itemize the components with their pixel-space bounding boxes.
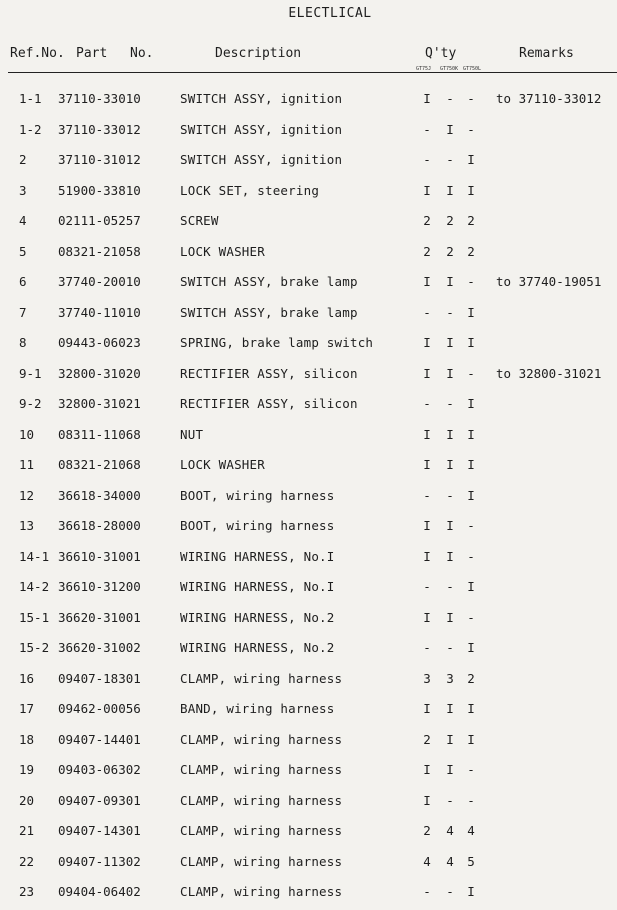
description-cell: CLAMP, wiring harness <box>180 762 343 777</box>
qty-j-cell: I <box>423 182 431 198</box>
qty-k-cell: - <box>446 640 454 655</box>
qty-l-cell: 2 <box>467 670 475 686</box>
description-cell: LOCK WASHER <box>180 243 265 259</box>
table-row <box>0 359 617 390</box>
part-no-cell: 08311-11068 <box>58 426 141 442</box>
qty-j-cell: I <box>423 91 431 106</box>
description-cell: WIRING HARNESS, No.2 <box>180 609 335 625</box>
qty-k-cell: - <box>446 152 454 167</box>
part-no-cell: 08321-21058 <box>58 243 141 259</box>
qty-k-cell: I <box>446 762 454 777</box>
qty-j-cell: - <box>423 640 431 655</box>
ref-no-cell: 23 <box>19 884 35 899</box>
qty-l-cell: - <box>467 518 475 533</box>
qty-k-cell: I <box>446 701 454 716</box>
part-no-cell: 32800-31021 <box>58 396 141 411</box>
qty-k-cell: - <box>446 792 454 808</box>
ref-no-cell: 22 <box>19 853 35 869</box>
qty-j-cell: - <box>423 396 431 411</box>
qty-k-cell: I <box>446 609 454 625</box>
table-row <box>0 237 617 268</box>
description-cell: WIRING HARNESS, No.2 <box>180 640 335 655</box>
remarks-cell: to 32800-31021 <box>496 365 602 381</box>
table-row <box>0 694 617 725</box>
qty-j-cell: 3 <box>423 670 431 686</box>
ref-no-cell: 7 <box>19 304 27 320</box>
ref-no-cell: 15-2 <box>19 640 50 655</box>
description-cell: RECTIFIER ASSY, silicon <box>180 396 358 411</box>
qty-k-cell: 4 <box>446 853 454 869</box>
table-row <box>0 542 617 573</box>
part-no-cell: 09407-14301 <box>58 823 141 838</box>
qty-k-cell: I <box>446 518 454 533</box>
ref-no-cell: 3 <box>19 182 27 198</box>
description-cell: SPRING, brake lamp switch <box>180 335 374 350</box>
table-row <box>0 267 617 298</box>
qty-j-cell: - <box>423 121 431 137</box>
description-cell: CLAMP, wiring harness <box>180 823 343 838</box>
description-cell: LOCK WASHER <box>180 457 265 472</box>
table-row <box>0 84 617 115</box>
ref-no-cell: 1-1 <box>19 91 42 106</box>
description-cell: SWITCH ASSY, ignition <box>180 91 343 106</box>
description-cell: CLAMP, wiring harness <box>180 670 343 686</box>
remarks-cell: to 37740-19051 <box>496 274 602 289</box>
qty-j-cell: I <box>423 609 431 625</box>
qty-subheader-j: GT75J <box>416 66 432 72</box>
part-no-cell: 36620-31001 <box>58 609 141 625</box>
ref-no-cell: 19 <box>19 762 35 777</box>
table-row <box>0 786 617 817</box>
part-no-cell: 36618-34000 <box>58 487 141 503</box>
part-no-cell: 37110-33012 <box>58 121 141 137</box>
qty-k-cell: I <box>446 426 454 442</box>
table-row <box>0 481 617 512</box>
qty-l-cell: I <box>467 701 475 716</box>
ref-no-cell: 9-2 <box>19 396 42 411</box>
qty-j-cell: I <box>423 274 431 289</box>
qty-j-cell: I <box>423 548 431 564</box>
qty-k-cell: - <box>446 396 454 411</box>
part-no-cell: 09407-11302 <box>58 853 141 869</box>
part-no-cell: 32800-31020 <box>58 365 141 381</box>
ref-no-cell: 10 <box>19 426 35 442</box>
ref-no-cell: 14-2 <box>19 579 50 594</box>
ref-no-cell: 6 <box>19 274 27 289</box>
description-cell: NUT <box>180 426 204 442</box>
table-row <box>0 725 617 756</box>
description-cell: CLAMP, wiring harness <box>180 792 343 808</box>
table-row <box>0 572 617 603</box>
qty-k-cell: I <box>446 335 454 350</box>
qty-l-cell: - <box>467 762 475 777</box>
table-row <box>0 847 617 878</box>
qty-j-cell: I <box>423 457 431 472</box>
qty-j-cell: 2 <box>423 731 431 747</box>
part-no-cell: 37110-31012 <box>58 152 141 167</box>
description-cell: CLAMP, wiring harness <box>180 853 343 869</box>
table-row <box>0 176 617 207</box>
qty-l-cell: - <box>467 91 475 106</box>
ref-no-cell: 21 <box>19 823 35 838</box>
part-no-cell: 09403-06302 <box>58 762 141 777</box>
description-cell: CLAMP, wiring harness <box>180 731 343 747</box>
part-no-cell: 09407-18301 <box>58 670 141 686</box>
description-cell: SWITCH ASSY, ignition <box>180 152 343 167</box>
qty-k-cell: I <box>446 274 454 289</box>
part-no-cell: 09407-09301 <box>58 792 141 808</box>
qty-subheader-k: GT750K <box>440 66 459 72</box>
qty-j-cell: 4 <box>423 853 431 869</box>
qty-l-cell: - <box>467 792 475 808</box>
qty-subheader-l: GT750L <box>463 66 482 72</box>
ref-no-cell: 18 <box>19 731 35 747</box>
qty-k-cell: - <box>446 487 454 503</box>
qty-k-cell: 4 <box>446 823 454 838</box>
qty-l-cell: 5 <box>467 853 475 869</box>
description-cell: SWITCH ASSY, brake lamp <box>180 274 358 289</box>
qty-l-cell: I <box>467 487 475 503</box>
ref-no-cell: 17 <box>19 701 35 716</box>
table-row <box>0 633 617 664</box>
qty-k-cell: I <box>446 182 454 198</box>
qty-k-cell: I <box>446 731 454 747</box>
ref-no-cell: 20 <box>19 792 35 808</box>
part-no-cell: 08321-21068 <box>58 457 141 472</box>
qty-j-cell: - <box>423 579 431 594</box>
qty-l-cell: - <box>467 274 475 289</box>
part-no-cell: 36618-28000 <box>58 518 141 533</box>
qty-k-cell: I <box>446 121 454 137</box>
part-no-cell: 36610-31200 <box>58 579 141 594</box>
table-row <box>0 755 617 786</box>
qty-l-cell: I <box>467 335 475 350</box>
part-no-cell: 36610-31001 <box>58 548 141 564</box>
ref-no-cell: 1-2 <box>19 121 42 137</box>
part-no-cell: 37740-20010 <box>58 274 141 289</box>
part-no-cell: 09462-00056 <box>58 701 141 716</box>
qty-j-cell: 2 <box>423 213 431 228</box>
part-no-cell: 37740-11010 <box>58 304 141 320</box>
qty-l-cell: I <box>467 457 475 472</box>
qty-l-cell: 2 <box>467 213 475 228</box>
table-row <box>0 145 617 176</box>
ref-no-cell: 16 <box>19 670 35 686</box>
qty-j-cell: - <box>423 304 431 320</box>
table-row <box>0 389 617 420</box>
part-no-cell: 51900-33810 <box>58 182 141 198</box>
table-row <box>0 206 617 237</box>
qty-l-cell: - <box>467 609 475 625</box>
qty-k-cell: - <box>446 884 454 899</box>
table-row <box>0 603 617 634</box>
qty-j-cell: - <box>423 487 431 503</box>
description-cell: BOOT, wiring harness <box>180 518 335 533</box>
description-cell: WIRING HARNESS, No.I <box>180 548 335 564</box>
qty-j-cell: 2 <box>423 243 431 259</box>
qty-l-cell: I <box>467 396 475 411</box>
table-row <box>0 328 617 359</box>
description-cell: SWITCH ASSY, brake lamp <box>180 304 358 320</box>
description-cell: SWITCH ASSY, ignition <box>180 121 343 137</box>
qty-k-cell: - <box>446 304 454 320</box>
table-row <box>0 450 617 481</box>
ref-no-cell: 11 <box>19 457 35 472</box>
qty-k-cell: 2 <box>446 213 454 228</box>
qty-l-cell: I <box>467 731 475 747</box>
part-no-cell: 09407-14401 <box>58 731 141 747</box>
ref-no-cell: 4 <box>19 213 27 228</box>
qty-j-cell: I <box>423 762 431 777</box>
qty-j-cell: I <box>423 365 431 381</box>
table-row <box>0 115 617 146</box>
header-part: Part <box>76 46 108 61</box>
qty-k-cell: - <box>446 579 454 594</box>
qty-k-cell: I <box>446 365 454 381</box>
qty-l-cell: I <box>467 579 475 594</box>
qty-k-cell: - <box>446 91 454 106</box>
table-row <box>0 877 617 908</box>
qty-l-cell: - <box>467 365 475 381</box>
ref-no-cell: 9-1 <box>19 365 42 381</box>
qty-k-cell: 2 <box>446 243 454 259</box>
qty-k-cell: I <box>446 457 454 472</box>
description-cell: RECTIFIER ASSY, silicon <box>180 365 358 381</box>
qty-j-cell: - <box>423 884 431 899</box>
ref-no-cell: 5 <box>19 243 27 259</box>
table-row <box>0 664 617 695</box>
ref-no-cell: 13 <box>19 518 35 533</box>
description-cell: SCREW <box>180 213 219 228</box>
header-qty: Q'ty <box>425 46 457 61</box>
description-cell: WIRING HARNESS, No.I <box>180 579 335 594</box>
qty-j-cell: I <box>423 518 431 533</box>
ref-no-cell: 2 <box>19 152 27 167</box>
description-cell: LOCK SET, steering <box>180 182 320 198</box>
part-no-cell: 02111-05257 <box>58 213 141 228</box>
ref-no-cell: 14-1 <box>19 548 50 564</box>
qty-j-cell: - <box>423 152 431 167</box>
qty-k-cell: 3 <box>446 670 454 686</box>
header-remarks: Remarks <box>519 46 574 61</box>
part-no-cell: 36620-31002 <box>58 640 141 655</box>
qty-l-cell: I <box>467 640 475 655</box>
remarks-cell: to 37110-33012 <box>496 91 602 106</box>
header-no: No. <box>130 46 154 61</box>
header-divider <box>8 72 617 73</box>
qty-l-cell: I <box>467 884 475 899</box>
parts-table <box>0 84 617 908</box>
qty-l-cell: 2 <box>467 243 475 259</box>
table-row <box>0 816 617 847</box>
part-no-cell: 37110-33010 <box>58 91 141 106</box>
qty-j-cell: I <box>423 701 431 716</box>
qty-j-cell: I <box>423 426 431 442</box>
header-ref-no: Ref.No. <box>10 46 65 61</box>
header-description: Description <box>215 46 302 61</box>
qty-l-cell: - <box>467 121 475 137</box>
qty-l-cell: 4 <box>467 823 475 838</box>
qty-l-cell: I <box>467 304 475 320</box>
table-row <box>0 420 617 451</box>
ref-no-cell: 12 <box>19 487 35 503</box>
qty-j-cell: I <box>423 792 431 808</box>
part-no-cell: 09404-06402 <box>58 884 141 899</box>
qty-l-cell: I <box>467 182 475 198</box>
qty-l-cell: I <box>467 426 475 442</box>
qty-l-cell: - <box>467 548 475 564</box>
table-row <box>0 511 617 542</box>
qty-j-cell: I <box>423 335 431 350</box>
table-row <box>0 298 617 329</box>
ref-no-cell: 8 <box>19 335 27 350</box>
page-title: ELECTLICAL <box>288 6 372 21</box>
ref-no-cell: 15-1 <box>19 609 50 625</box>
description-cell: CLAMP, wiring harness <box>180 884 343 899</box>
qty-l-cell: I <box>467 152 475 167</box>
description-cell: BAND, wiring harness <box>180 701 335 716</box>
qty-j-cell: 2 <box>423 823 431 838</box>
qty-k-cell: I <box>446 548 454 564</box>
description-cell: BOOT, wiring harness <box>180 487 335 503</box>
part-no-cell: 09443-06023 <box>58 335 141 350</box>
